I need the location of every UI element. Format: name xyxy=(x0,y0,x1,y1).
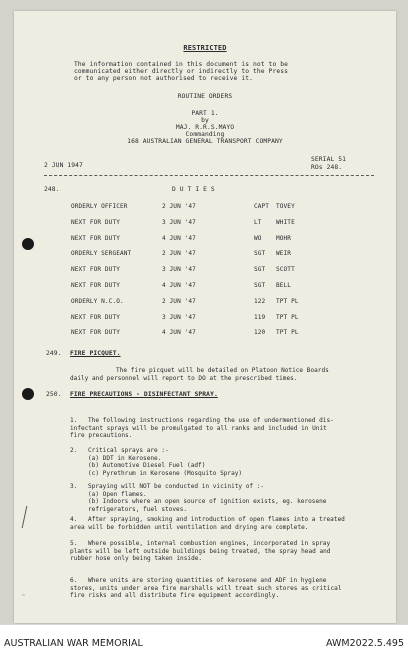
duty-title: NEXT FOR DUTY xyxy=(71,266,120,274)
precaution-item-number: 3. xyxy=(70,483,78,490)
duty-rank: SGT xyxy=(254,250,266,258)
precaution-item-line: (b) Indoors where an open source of ignition exists, eg. kerosene xyxy=(88,498,327,506)
fire-picquet-heading: FIRE PICQUET. xyxy=(70,350,121,357)
duty-date: 3 JUN '47 xyxy=(162,266,196,274)
duty-name: TPT PL xyxy=(276,313,299,321)
document-date: 2 JUN 1947 xyxy=(44,162,83,169)
duty-name: BELL xyxy=(276,282,292,289)
fire-precautions-number: 250. xyxy=(46,391,62,398)
fire-picquet-line-2: daily and personnel will report to DO at the prescribed times. xyxy=(70,375,298,382)
precaution-item-line: Spraying will NOT be conducted in vicinity of :- xyxy=(88,483,265,490)
precaution-item-line: fire risks and all distribute fire equipment accordingly. xyxy=(70,592,280,600)
precaution-item-line: After spraying, smoking and introduction of open flames into a treated xyxy=(88,516,345,523)
duty-title: ORDERLY N.C.O. xyxy=(71,297,124,305)
duties-number: 248. xyxy=(44,186,60,193)
duty-rank: CAPT xyxy=(254,203,270,210)
precaution-item-number: 4. xyxy=(70,516,78,523)
document-page xyxy=(14,11,396,623)
precaution-item-number: 5. xyxy=(70,540,78,547)
precaution-item-line: (a) DDT in Kerosene. xyxy=(88,454,162,462)
margin-signature xyxy=(22,506,40,528)
duty-title: NEXT FOR DUTY xyxy=(71,329,120,337)
duty-name: WEIR xyxy=(276,250,292,258)
commanding-label: Commanding xyxy=(185,131,225,138)
precaution-item-number: 6. xyxy=(70,577,78,584)
precaution-item-line: plants will be left outside buildings being treated, the spray head and xyxy=(70,547,331,555)
precaution-item-line: The following instructions regarding the use of undermentioned dis- xyxy=(88,417,334,424)
duty-title: ORDERLY OFFICER xyxy=(71,203,128,210)
by-label: by xyxy=(201,117,209,124)
fire-picquet-line-1: The fire picquet will be detailed on Platoon Notice Boards xyxy=(116,367,329,374)
duty-rank: 120 xyxy=(254,329,266,337)
officer-name: MAJ. R.R.S.MAYO xyxy=(175,124,235,131)
warning-line-3: or to any person not authorised to receive it. xyxy=(74,75,253,82)
duty-date: 3 JUN '47 xyxy=(162,218,196,226)
precaution-item-line: (b) Automotive Diesel Fuel (adf) xyxy=(88,462,206,470)
duty-rank: 119 xyxy=(254,313,266,321)
archive-reference: AWM2022.5.495 xyxy=(326,638,404,649)
duty-title: NEXT FOR DUTY xyxy=(71,282,120,289)
precaution-item-number: 1. xyxy=(70,417,78,424)
warning-line-2: communicated either directly or indirectly to the Press xyxy=(74,68,289,75)
precaution-item-line: Critical sprays are :- xyxy=(88,447,169,454)
duty-date: 2 JUN '47 xyxy=(162,250,196,258)
precaution-item-line: (c) Pyrethrum in Kerosene (Mosquito Spray) xyxy=(88,469,243,477)
duty-rank: WO xyxy=(254,234,262,242)
warning-line-1: The information contained in this document is not to be xyxy=(74,61,289,68)
precaution-item-line: infectant sprays will be promulgated to all ranks and included in Unit xyxy=(70,424,327,432)
archive-footer xyxy=(0,624,408,654)
duty-title: NEXT FOR DUTY xyxy=(71,218,120,226)
precaution-item-line: stores, units under area fire marshalls will treat such stores as critical xyxy=(70,584,342,592)
precaution-item-number: 2. xyxy=(70,447,78,454)
duty-date: 4 JUN '47 xyxy=(162,329,196,337)
duty-title: ORDERLY SERGEANT xyxy=(71,250,132,258)
precaution-item-line: area will be forbidden until ventilation and drying are complete. xyxy=(70,523,309,531)
duty-title: NEXT FOR DUTY xyxy=(71,234,120,242)
duty-name: SCOTT xyxy=(276,266,295,274)
duty-date: 2 JUN '47 xyxy=(162,203,196,210)
duty-rank: SGT xyxy=(254,282,266,289)
serial-number: SERIAL 51 xyxy=(311,156,347,163)
duty-rank: 122 xyxy=(254,297,266,305)
archive-name: AUSTRALIAN WAR MEMORIAL xyxy=(4,638,143,649)
fire-picquet-number: 249. xyxy=(46,350,62,357)
document-title: ROUTINE ORDERS xyxy=(177,93,233,100)
duty-name: WHITE xyxy=(276,218,295,226)
classification-heading: RESTRICTED xyxy=(183,44,227,52)
duties-heading: D U T I E S xyxy=(172,186,215,193)
precaution-item-line: rubber hose only being taken inside. xyxy=(70,555,203,563)
precaution-item-line: Where units are storing quantities of kerosene and ADF in hygiene xyxy=(88,577,327,584)
precaution-item-line: fire precautions. xyxy=(70,432,133,440)
part-label: PART 1. xyxy=(191,110,219,117)
precaution-item-line: refrigerators, fuel stoves. xyxy=(88,505,188,513)
duty-name: TPT PL xyxy=(276,297,299,305)
duty-date: 2 JUN '47 xyxy=(162,297,196,305)
margin-mark: ~ xyxy=(22,593,26,599)
header-divider xyxy=(44,175,374,176)
duty-date: 4 JUN '47 xyxy=(162,234,196,242)
duty-rank: SGT xyxy=(254,266,266,274)
ros-number: ROs 248. xyxy=(311,164,343,171)
duty-name: MOHR xyxy=(276,234,292,242)
precaution-item-line: (a) Open flames. xyxy=(88,490,147,498)
punch-hole-top xyxy=(22,238,34,250)
duty-rank: LT xyxy=(254,218,262,226)
duty-name: TOVEY xyxy=(276,203,295,210)
unit-name: 168 AUSTRALIAN GENERAL TRANSPORT COMPANY xyxy=(127,138,283,145)
precaution-item-line: Where possible, internal combustion engines, incorporated in spray xyxy=(88,540,331,547)
duty-date: 3 JUN '47 xyxy=(162,313,196,321)
duty-title: NEXT FOR DUTY xyxy=(71,313,120,321)
fire-precautions-heading: FIRE PRECAUTIONS - DISINFECTANT SPRAY. xyxy=(70,391,218,398)
duty-date: 4 JUN '47 xyxy=(162,282,196,289)
punch-hole-bottom xyxy=(22,388,34,400)
duty-name: TPT PL xyxy=(276,329,299,337)
